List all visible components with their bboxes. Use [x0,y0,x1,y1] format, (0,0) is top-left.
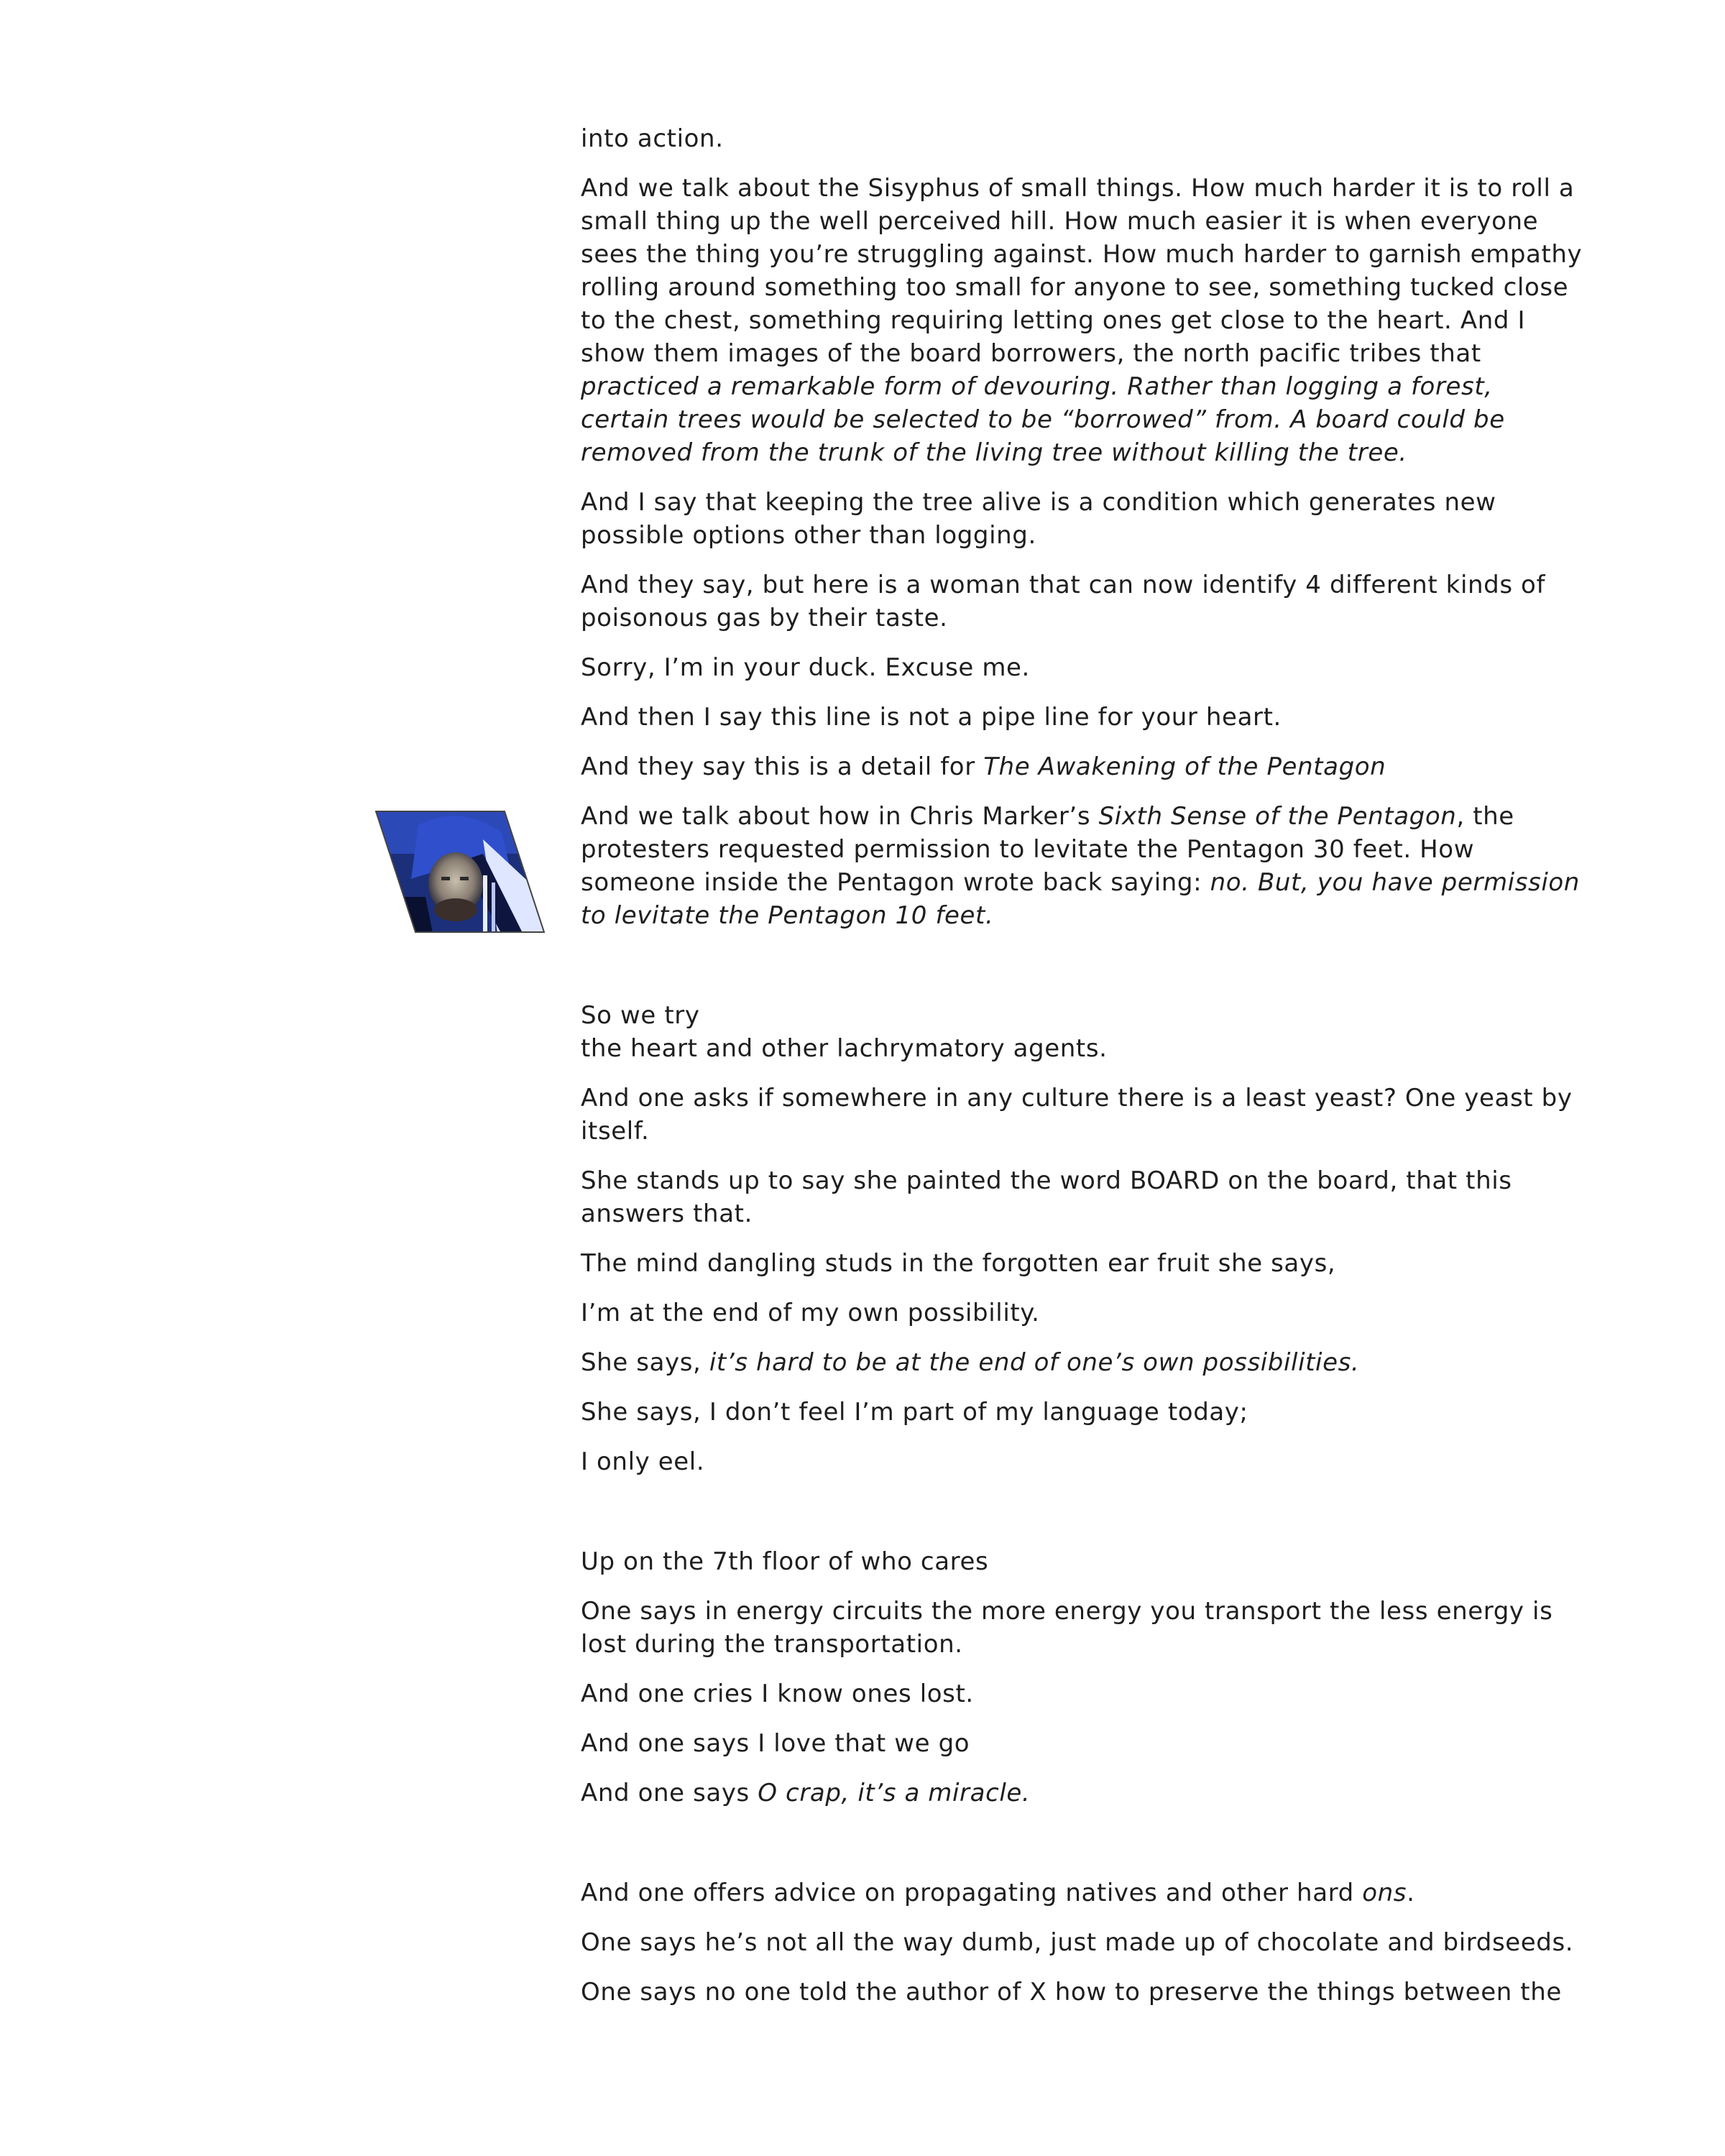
portrait-photo [375,811,545,933]
text-run: She stands up to say she painted the word BOARD on the board, that this answers that. [581,1166,1512,1228]
paragraph [581,750,1587,783]
paragraph [581,651,1587,684]
paragraph [581,1926,1587,1959]
section-break [581,1495,1587,1545]
paragraph [581,1445,1587,1478]
text-run: And one says [581,1779,758,1807]
italic-text: Sixth Sense of the Pentagon [1098,802,1457,831]
paragraph [581,568,1587,635]
text-column [581,122,1587,2025]
text-run: So we try [581,1001,700,1030]
text-run: Up on the 7th floor of who cares [581,1547,989,1576]
paragraph [581,1396,1587,1429]
text-run: She says, [581,1348,709,1377]
text-run: And we talk about how in Chris Marker’s [581,802,1099,831]
paragraph [581,1595,1587,1661]
italic-text: The Awakening of the Pentagon [983,752,1386,781]
paragraph [581,172,1587,469]
section-break [581,1826,1587,1876]
text-run: And one cries I know ones lost. [581,1680,974,1708]
paragraph [581,999,1587,1065]
text-run: the heart and other lachrymatory agents. [581,1034,1108,1063]
paragraph [581,1247,1587,1280]
text-run: And then I say this line is not a pipe line for your heart. [581,703,1282,732]
paragraph [581,1677,1587,1710]
text-run: I only eel. [581,1447,705,1476]
section-break [581,949,1587,999]
paragraph [581,1777,1587,1810]
text-run: And they say, but here is a woman that can now identify 4 different kinds of poisonous gas by their taste. [581,571,1546,632]
text-run: into action. [581,124,724,153]
text-run: She says, I don’t feel I’m part of my language today; [581,1398,1248,1427]
text-run: And I say that keeping the tree alive is a condition which generates new possible options other than logging. [581,488,1496,550]
paragraph [581,1727,1587,1760]
paragraph [581,486,1587,552]
paragraph [581,1346,1587,1379]
text-run: One says no one told the author of X how to preserve the things between the [581,1978,1562,2007]
paragraph [581,701,1587,734]
paragraph [581,1976,1587,2009]
paragraph [581,1545,1587,1578]
text-run: One says he’s not all the way dumb, just made up of chocolate and birdseeds. [581,1928,1574,1957]
text-run: I’m at the end of my own possibility. [581,1299,1040,1327]
text-run: And one offers advice on propagating natives and other hard [581,1879,1363,1907]
text-run: Sorry, I’m in your duck. Excuse me. [581,653,1030,682]
text-run: And they say this is a detail for [581,752,984,781]
text-run: And one says I love that we go [581,1729,970,1758]
paragraph [581,122,1587,155]
text-run: One says in energy circuits the more energy you transport the less energy is lost during the transportation. [581,1597,1553,1659]
paragraph [581,1082,1587,1148]
text-run: . [1407,1879,1415,1907]
italic-text: practiced a remarkable form of devouring. Rather than logging a forest, certain trees would be selected to be “borrowed” from. A board could be removed from the trunk of the living tree without killing the tree. [581,372,1505,467]
italic-text: it’s hard to be at the end of one’s own possibilities. [709,1348,1360,1377]
paragraph [581,1296,1587,1330]
italic-text: no. But, you have permission to levitate the Pentagon 10 feet. [581,868,1580,930]
text-run: The mind dangling studs in the forgotten ear fruit she says, [581,1249,1336,1278]
italic-text: ons [1362,1879,1407,1907]
text-run: And one asks if somewhere in any culture there is a least yeast? One yeast by itself. [581,1084,1573,1146]
paragraph [581,1164,1587,1230]
paragraph [581,800,1587,932]
paragraph [581,1876,1587,1909]
text-run: , the protesters requested permission to levitate the Pentagon 30 feet. How someone inside the Pentagon wrote back saying: [581,802,1514,897]
italic-text: O crap, it’s a miracle. [758,1779,1031,1807]
text-run: And we talk about the Sisyphus of small things. How much harder it is to roll a small thing up the well perceived hill. How much easier it is when everyone sees the thing you’re struggling against. How much harder to garnish empathy rolling around something too small for anyone to see, something tucked close to the chest, something requiring letting ones get close to the heart. And I show them images of the board borrowers, the north pacific tribes that [581,174,1583,368]
